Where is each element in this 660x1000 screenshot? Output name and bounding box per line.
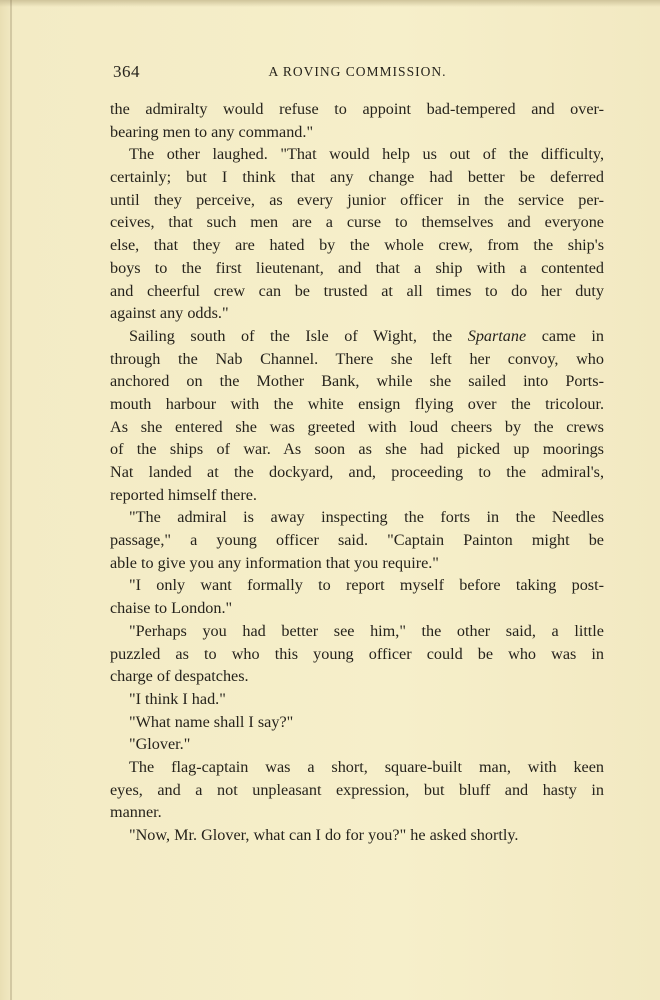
text-line: against any odds.": [110, 304, 229, 323]
text-line: anchored on the Mother Bank, while she sailed into Ports-: [110, 372, 604, 391]
running-head: A ROVING COMMISSION.: [268, 64, 447, 79]
text-line: until they perceive, as every junior officer in the service per-: [110, 190, 604, 209]
text-line: able to give you any information that you require.": [110, 553, 439, 572]
text-line: charge of despatches.: [110, 667, 249, 686]
text-line: "The admiral is away inspecting the forts in the Needles: [129, 508, 604, 527]
ship-name: Spartane: [467, 326, 527, 345]
text-line: passage," a young officer said. "Captain Painton might be: [110, 531, 604, 550]
text-line: puzzled as to who this young officer could be who was in: [110, 644, 604, 663]
text-line: Sailing south of the Isle of Wight, the Spartane came in: [129, 326, 604, 345]
text-line: boys to the first lieutenant, and that a ship with a contented: [110, 258, 604, 277]
text-line: As she entered she was greeted with loud cheers by the crews: [110, 417, 604, 436]
text-line: mouth harbour with the white ensign flying over the tricolour.: [110, 394, 604, 413]
text-line: reported himself there.: [110, 485, 257, 504]
text-line: "I only want formally to report myself before taking post-: [129, 576, 604, 595]
text-line: The flag-captain was a short, square-built man, with keen: [129, 757, 604, 776]
text-line: The other laughed. "That would help us out of the difficulty,: [129, 145, 604, 164]
page-gutter: [10, 0, 12, 1000]
text-line: "Perhaps you had better see him," the other said, a little: [129, 621, 604, 640]
text-line: "Glover.": [129, 735, 191, 754]
page-top-shadow: [0, 0, 660, 7]
text-line: else, that they are hated by the whole crew, from the ship's: [110, 236, 604, 255]
text-line: chaise to London.": [110, 599, 233, 618]
text-line: the admiralty would refuse to appoint bad-tempered and over-: [110, 100, 604, 118]
text-line: of the ships of war. As soon as she had picked up moorings: [110, 440, 604, 459]
body-text: [110, 98, 604, 847]
text-line: and cheerful crew can be trusted at all times to do her duty: [110, 281, 604, 300]
text-line: "I think I had.": [129, 689, 226, 708]
text-line: Nat landed at the dockyard, and, proceeding to the admiral's,: [110, 463, 604, 481]
text-line: "What name shall I say?": [129, 712, 294, 731]
text-line: eyes, and a not unpleasant expression, but bluff and hasty in: [110, 780, 604, 799]
text-line: "Now, Mr. Glover, what can I do for you?" he asked shortly.: [129, 826, 519, 844]
text-line: certainly; but I think that any change had better be deferred: [110, 168, 604, 187]
text-line: bearing men to any command.": [110, 122, 314, 141]
text-line: manner.: [110, 803, 162, 822]
text-line: ceives, that such men are a curse to themselves and everyone: [110, 213, 604, 232]
page-header: [113, 62, 602, 86]
text-line: through the Nab Channel. There she left her convoy, who: [110, 349, 604, 368]
page-number: 364: [113, 62, 140, 81]
